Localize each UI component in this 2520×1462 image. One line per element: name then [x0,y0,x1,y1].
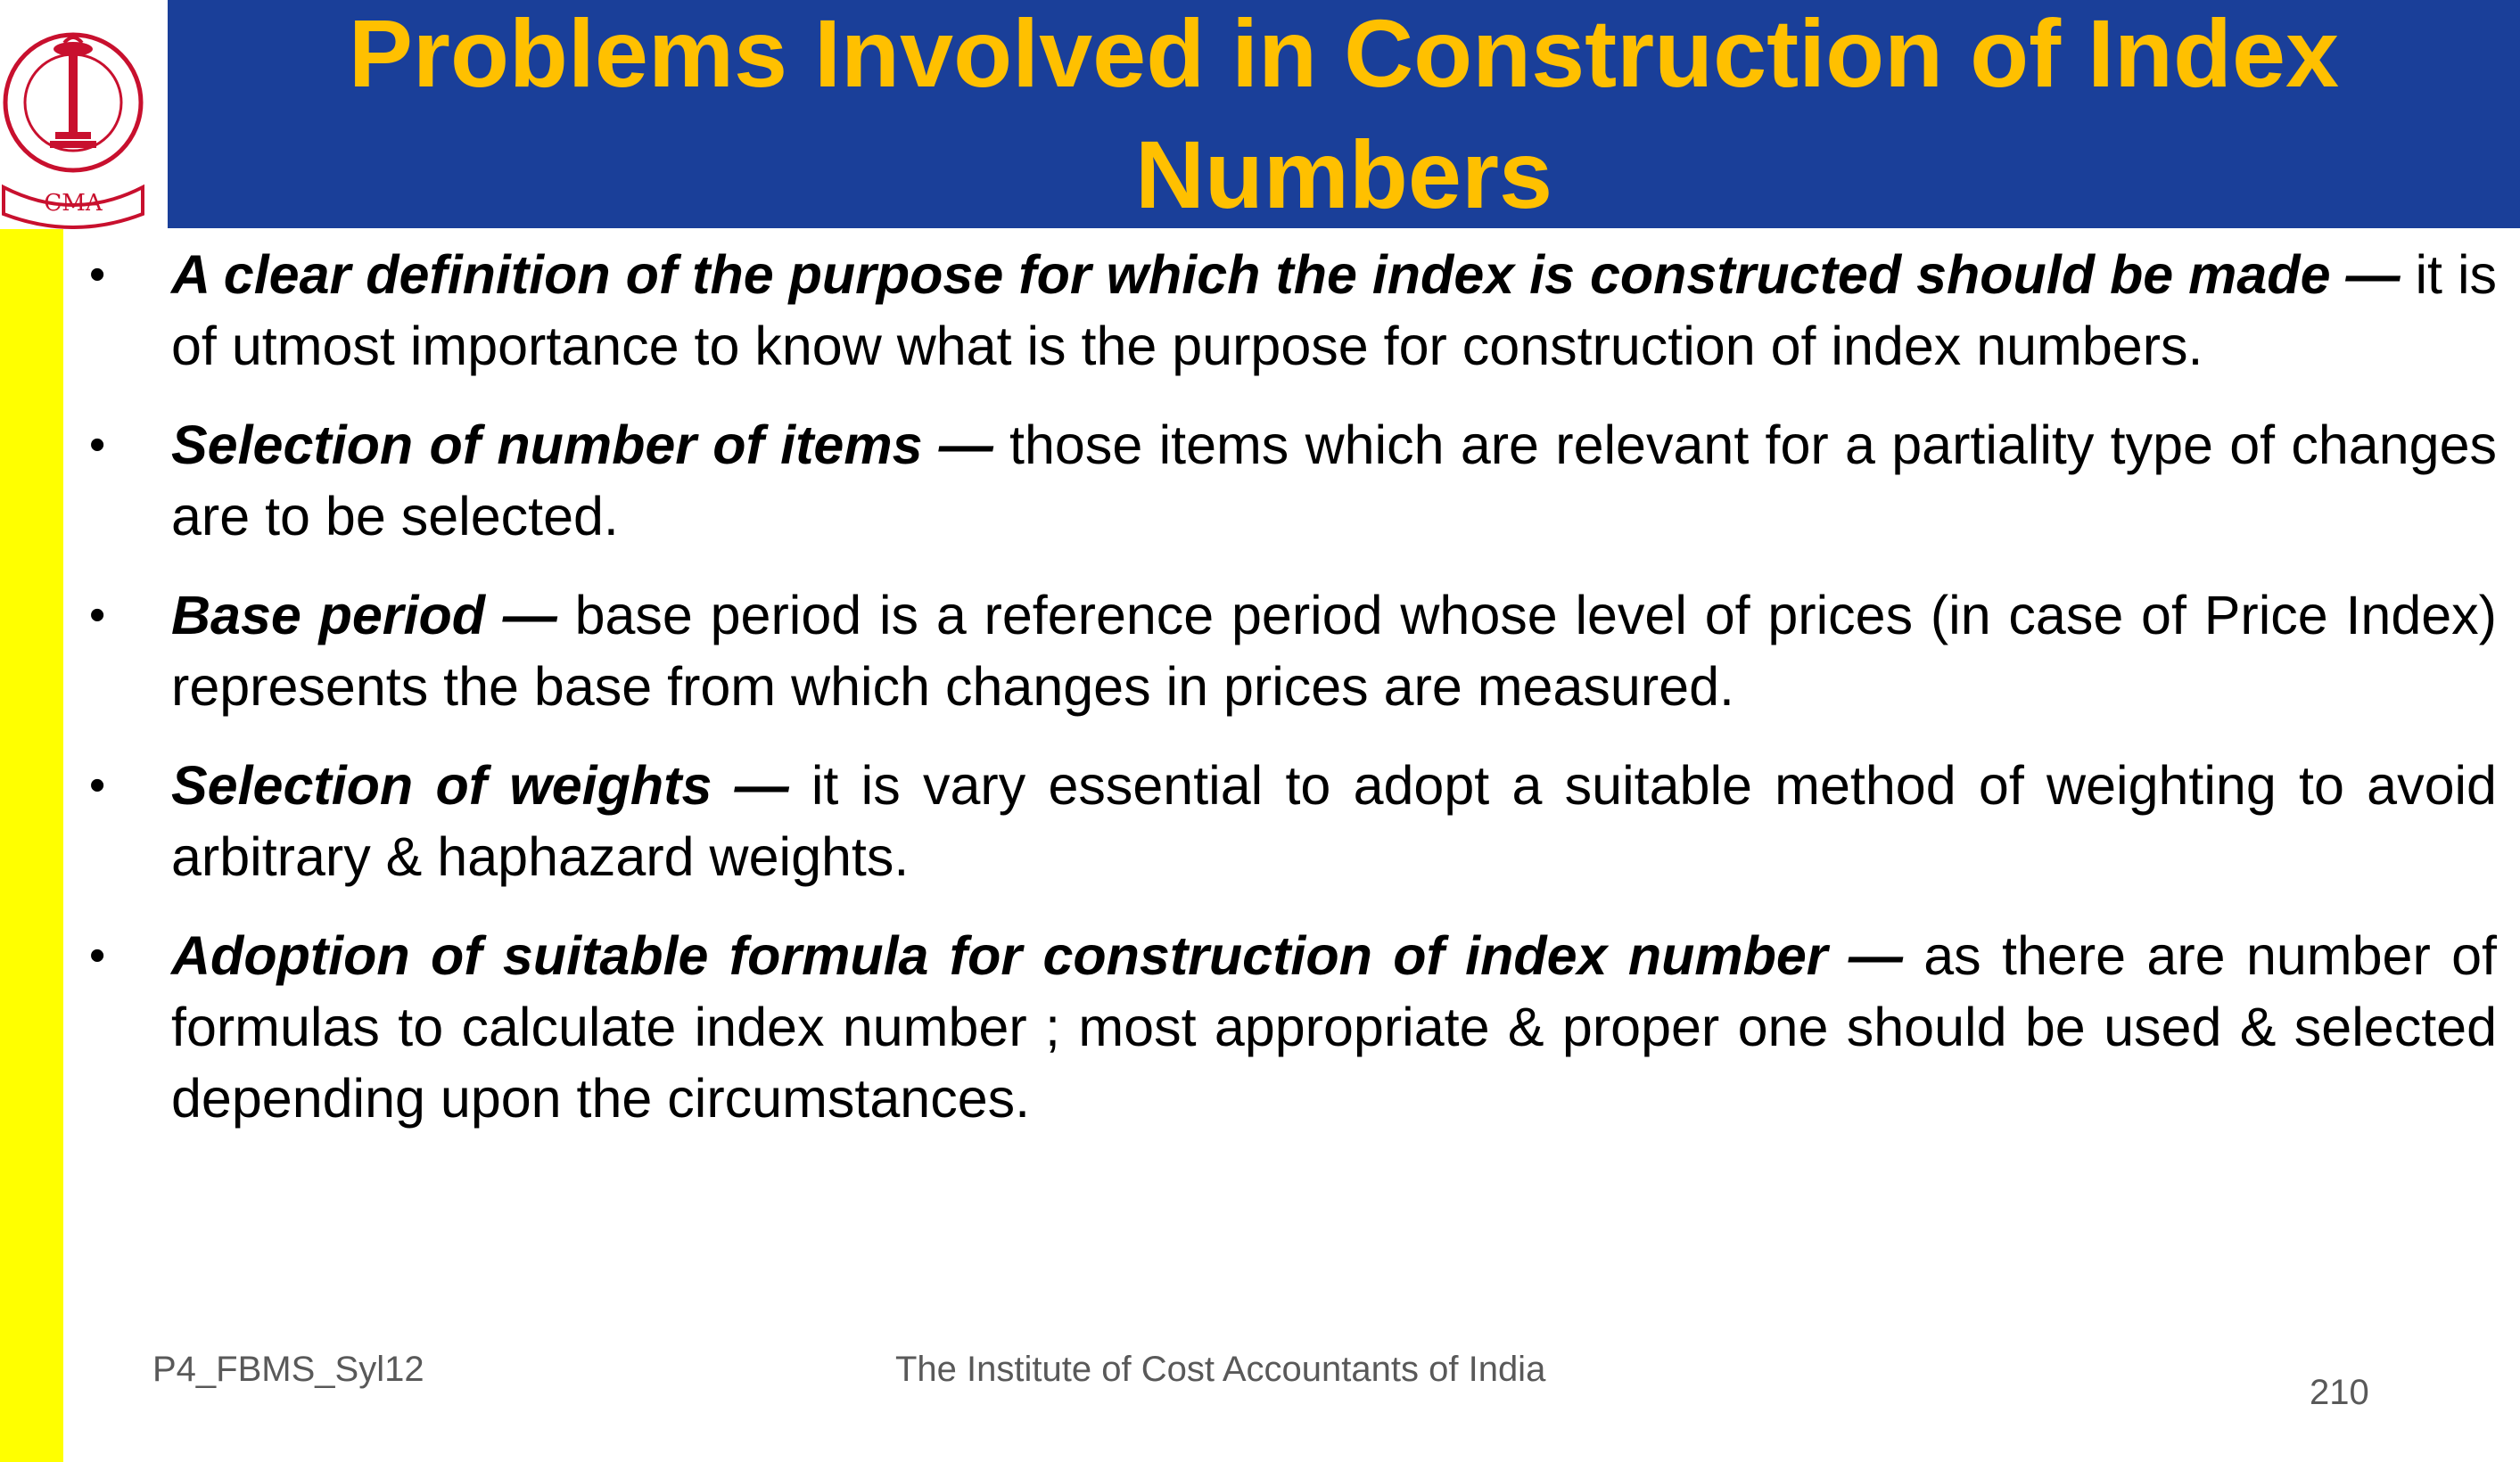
logo-seal-icon [0,0,152,229]
page-number: 210 [2310,1373,2369,1412]
bullet-icon: • [89,760,106,811]
list-item [89,750,2497,892]
bullet-term: A clear definition of the purpose for which the index is constructed should be made — [171,244,2401,305]
bullet-term: Adoption of suitable formula for construction of index number — [171,925,1903,986]
footer-course-code: P4_FBMS_Syl12 [152,1350,424,1389]
left-accent-bar [0,229,63,1462]
bullet-icon: • [89,589,106,641]
page-title: Problems Involved in Construction of Index Numbers [348,0,2340,228]
list-item [89,579,2497,722]
bullet-list [89,239,2497,1162]
list-item [89,239,2497,382]
bullet-term: Selection of number of items — [171,415,993,475]
list-item [89,920,2497,1134]
footer-institute: The Institute of Cost Accountants of India [895,1350,1546,1389]
bullet-text: it is of utmost importance to know what is the purpose for construction of index numbers. [171,244,2497,376]
bullet-icon: • [89,249,106,300]
institute-logo [0,0,152,229]
list-item [89,409,2497,552]
bullet-text: base period is a reference period whose level of prices (in case of Price Index) represents the base from which changes in prices are measured. [171,585,2497,717]
bullet-icon: • [89,419,106,471]
bullet-icon: • [89,930,106,982]
bullet-text: it is vary essential to adopt a suitable method of weighting to avoid arbitrary & haphazard weights. [171,755,2497,887]
title-banner [168,0,2520,228]
bullet-term: Selection of weights — [171,755,789,816]
bullet-term: Base period — [171,585,557,645]
bullet-text: those items which are relevant for a partiality type of changes are to be selected. [171,415,2497,546]
svg-text:CMA: CMA [44,190,103,217]
bullet-text: as there are number of formulas to calculate index number ; most appropriate & proper one should be used & selected depending upon the circumstances. [171,925,2497,1129]
